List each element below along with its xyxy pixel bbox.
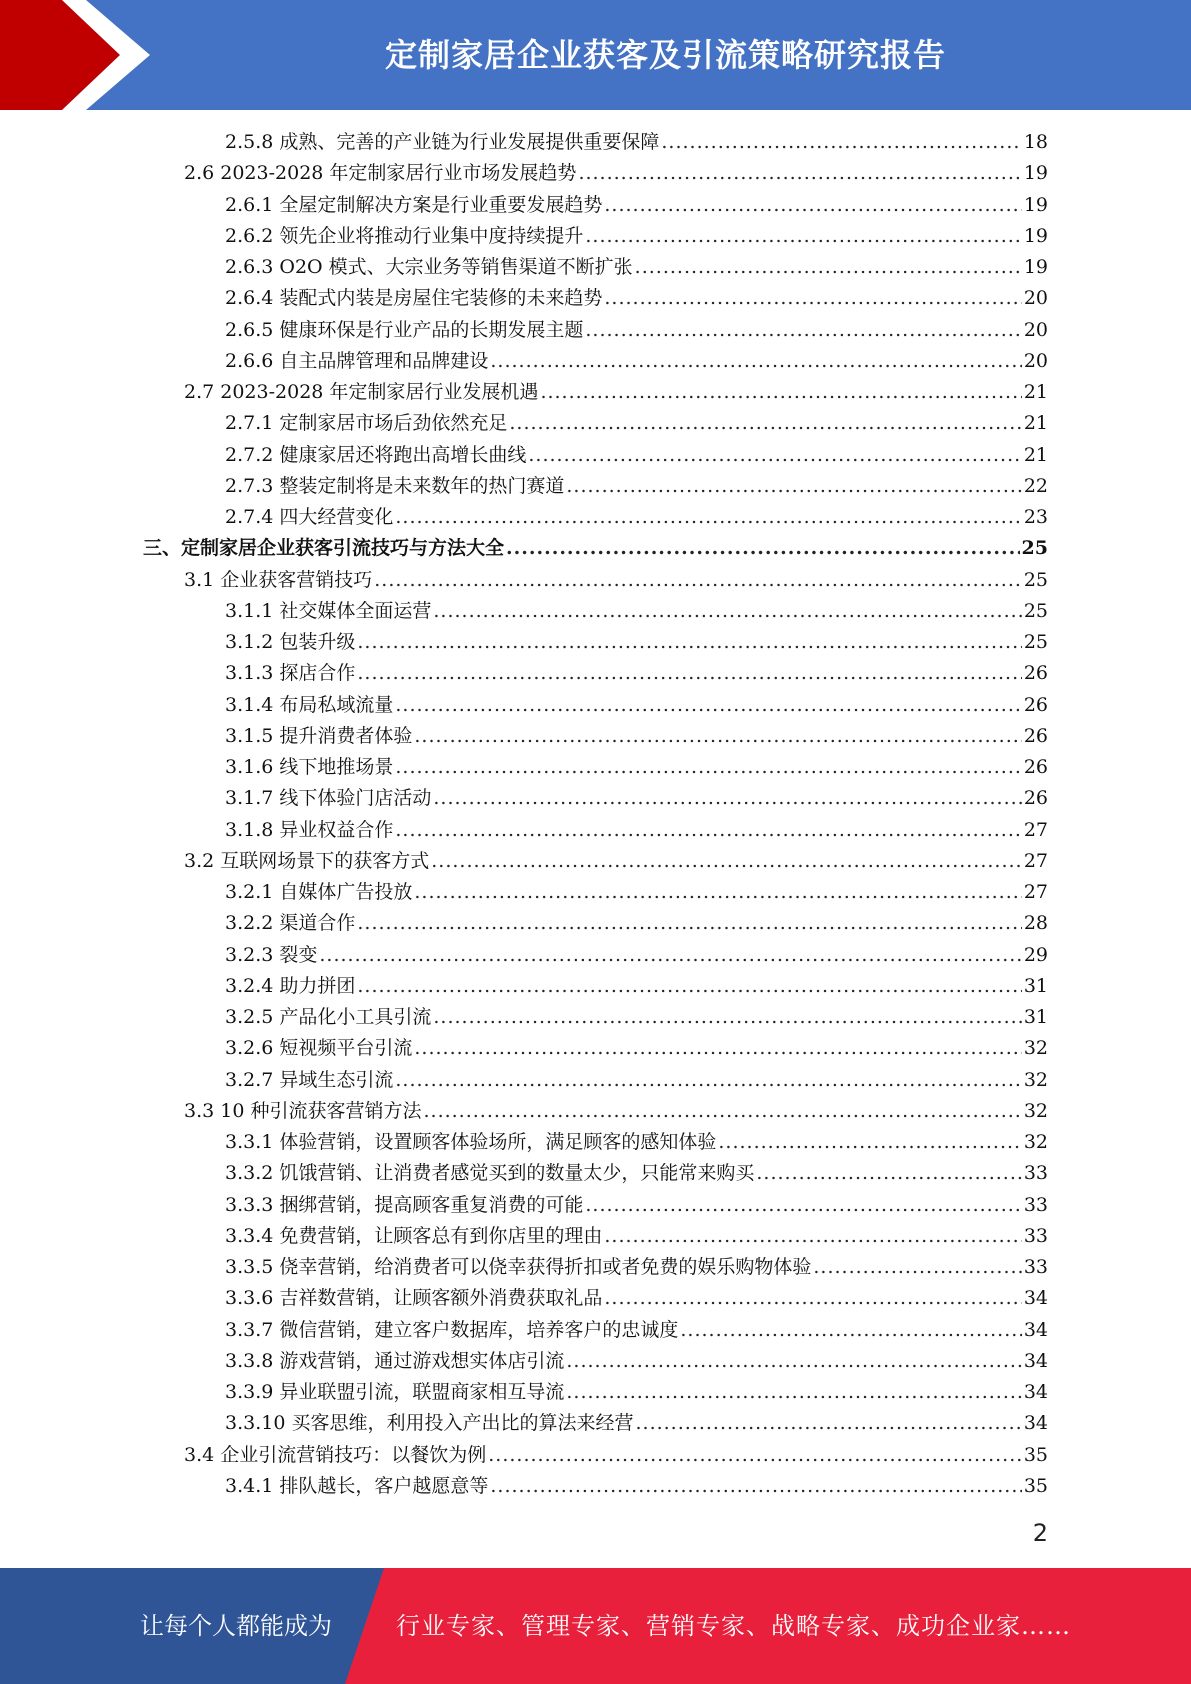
toc-leader-dots — [319, 940, 1021, 971]
toc-entry-title: 3.2.1 自媒体广告投放 — [225, 881, 413, 903]
toc-entry-title: 2.7.2 健康家居还将跑出高增长曲线 — [225, 443, 527, 466]
toc-entry[interactable] — [225, 815, 1048, 846]
toc-entry-page: 25 — [1023, 599, 1048, 622]
toc-entry[interactable] — [225, 1033, 1048, 1064]
toc-entry-title: 2.7 2023-2028 年定制家居行业发展机遇 — [184, 381, 539, 403]
toc-entry[interactable] — [225, 1221, 1048, 1252]
toc-entry-title: 3.3 10 种引流获客营销方法 — [184, 1099, 422, 1122]
toc-entry-page: 32 — [1023, 1068, 1048, 1091]
toc-entry[interactable] — [225, 1471, 1048, 1502]
toc-entry-page: 33 — [1023, 1224, 1048, 1247]
toc-entry-page: 27 — [1023, 818, 1048, 841]
toc-entry-title: 2.6.5 健康环保是行业产品的长期发展主题 — [225, 318, 584, 341]
toc-leader-dots — [395, 815, 1021, 846]
toc-leader-dots — [680, 1315, 1021, 1346]
toc-leader-dots — [414, 721, 1021, 752]
toc-entry[interactable] — [184, 846, 1048, 877]
toc-leader-dots — [718, 1127, 1021, 1158]
toc-leader-dots — [357, 971, 1021, 1002]
toc-entry[interactable] — [225, 408, 1048, 439]
toc-entry-title: 3.3.3 捆绑营销，提高顾客重复消费的可能 — [225, 1193, 584, 1216]
toc-entry-title: 2.6.4 装配式内装是房屋住宅装修的未来趋势 — [225, 287, 603, 310]
toc-entry-page: 20 — [1023, 349, 1048, 372]
report-title: 定制家居企业获客及引流策略研究报告 — [384, 36, 946, 74]
toc-leader-dots — [585, 315, 1021, 346]
toc-entry-page: 31 — [1023, 1006, 1048, 1028]
toc-leader-dots — [374, 565, 1022, 596]
toc-entry-title: 3.4 企业引流营销技巧：以餐饮为例 — [184, 1443, 487, 1466]
toc-entry-page: 31 — [1023, 974, 1048, 997]
toc-entry-title: 2.6.2 领先企业将推动行业集中度持续提升 — [225, 224, 584, 247]
toc-entry-title: 3.1.5 提升消费者体验 — [225, 724, 413, 747]
toc-entry[interactable] — [225, 471, 1048, 502]
toc-leader-dots — [604, 190, 1021, 221]
toc-leader-dots — [635, 252, 1022, 283]
toc-entry-title: 3.3.2 饥饿营销、让消费者感觉买到的数量太少，只能常来购买 — [225, 1162, 755, 1185]
toc-entry-title: 2.7.1 定制家居市场后劲依然充足 — [225, 412, 508, 435]
toc-entry-page: 26 — [1023, 787, 1048, 810]
toc-entry[interactable] — [225, 1190, 1048, 1221]
toc-entry-page: 19 — [1023, 162, 1048, 185]
toc-leader-dots — [414, 1033, 1021, 1064]
toc-entry[interactable] — [184, 1440, 1048, 1471]
toc-entry-page: 20 — [1023, 287, 1048, 310]
toc-entry-page: 21 — [1023, 412, 1048, 435]
toc-entry[interactable] — [225, 127, 1048, 158]
toc-leader-dots — [433, 596, 1021, 627]
toc-entry-title: 3.1 企业获客营销技巧 — [184, 568, 373, 591]
toc-leader-dots — [395, 502, 1021, 533]
toc-entry-page: 34 — [1023, 1287, 1048, 1310]
toc-entry-title: 3.1.1 社交媒体全面运营 — [225, 599, 432, 622]
toc-entry[interactable] — [225, 971, 1048, 1002]
toc-entry-title: 2.6.3 O2O 模式、大宗业务等销售渠道不断扩张 — [225, 256, 633, 278]
toc-entry[interactable] — [225, 252, 1048, 283]
toc-entry[interactable] — [225, 658, 1048, 689]
toc-entry-page: 26 — [1023, 724, 1048, 747]
toc-entry[interactable] — [225, 190, 1048, 221]
toc-entry-page: 32 — [1023, 1131, 1048, 1153]
toc-leader-dots — [566, 1377, 1021, 1408]
toc-leader-dots — [635, 1408, 1021, 1439]
toc-entry-title: 3.3.5 侥幸营销，给消费者可以侥幸获得折扣或者免费的娱乐购物体验 — [225, 1256, 812, 1278]
toc-leader-dots — [433, 1002, 1021, 1033]
toc-entry[interactable] — [184, 158, 1048, 189]
toc-entry-title: 3.2.4 助力拼团 — [225, 974, 356, 997]
toc-entry-title: 3.3.10 买客思维，利用投入产出比的算法来经营 — [225, 1412, 634, 1435]
page-number: 2 — [1032, 1519, 1048, 1547]
toc-leader-dots — [540, 377, 1021, 408]
toc-entry[interactable] — [143, 533, 1048, 564]
toc-entry-page: 33 — [1023, 1162, 1048, 1185]
toc-entry[interactable] — [184, 377, 1048, 408]
toc-entry[interactable] — [225, 221, 1048, 252]
footer-banner — [0, 1568, 1191, 1684]
toc-entry-page: 23 — [1023, 506, 1048, 528]
toc-leader-dots — [506, 533, 1020, 564]
footer-slogan-left: 让每个人都能成为 — [140, 1612, 332, 1640]
toc-entry-title: 3.3.8 游戏营销，通过游戏想实体店引流 — [225, 1349, 565, 1372]
toc-entry[interactable] — [225, 721, 1048, 752]
toc-entry-page: 28 — [1023, 912, 1048, 935]
toc-entry-title: 3.2.5 产品化小工具引流 — [225, 1006, 432, 1028]
toc-entry-title: 2.5.8 成熟、完善的产业链为行业发展提供重要保障 — [225, 131, 660, 153]
toc-entry[interactable] — [225, 877, 1048, 908]
toc-leader-dots — [395, 1065, 1021, 1096]
toc-entry[interactable] — [225, 1127, 1048, 1158]
toc-entry[interactable] — [225, 908, 1048, 939]
toc-entry-title: 3.1.7 线下体验门店活动 — [225, 787, 432, 810]
toc-leader-dots — [395, 690, 1021, 721]
toc-entry[interactable] — [225, 690, 1048, 721]
toc-entry-page: 34 — [1023, 1318, 1048, 1341]
toc-entry[interactable] — [225, 1315, 1048, 1346]
toc-leader-dots — [528, 440, 1021, 471]
toc-entry-page: 20 — [1023, 318, 1048, 341]
toc-leader-dots — [488, 1440, 1022, 1471]
toc-entry-page: 19 — [1023, 256, 1048, 278]
toc-entry-title: 3.1.2 包装升级 — [225, 631, 356, 653]
toc-entry-page: 26 — [1023, 756, 1048, 778]
toc-entry-title: 3.2.6 短视频平台引流 — [225, 1037, 413, 1060]
toc-entry-title: 2.6 2023-2028 年定制家居行业市场发展趋势 — [184, 162, 577, 185]
toc-entry-title: 2.7.3 整装定制将是未来数年的热门赛道 — [225, 474, 565, 497]
toc-entry-page: 35 — [1023, 1474, 1048, 1497]
toc-entry-page: 33 — [1023, 1256, 1048, 1278]
toc-entry[interactable] — [225, 1377, 1048, 1408]
footer-slogan-right: 行业专家、管理专家、营销专家、战略专家、成功企业家…… — [396, 1612, 1071, 1640]
toc-leader-dots — [661, 127, 1021, 158]
toc-entry[interactable] — [225, 1283, 1048, 1314]
toc-leader-dots — [566, 471, 1021, 502]
toc-entry-title: 2.6.6 自主品牌管理和品牌建设 — [225, 349, 489, 372]
toc-entry-page: 33 — [1023, 1193, 1048, 1216]
toc-entry[interactable] — [225, 752, 1048, 783]
toc-entry-page: 19 — [1023, 224, 1048, 247]
toc-entry[interactable] — [225, 440, 1048, 471]
toc-entry[interactable] — [225, 1408, 1048, 1439]
toc-entry-page: 21 — [1023, 443, 1048, 466]
toc-entry[interactable] — [225, 1346, 1048, 1377]
toc-entry-page: 18 — [1023, 131, 1048, 153]
toc-leader-dots — [395, 752, 1021, 783]
toc-leader-dots — [604, 283, 1021, 314]
toc-entry-page: 35 — [1023, 1443, 1048, 1466]
header-banner — [0, 0, 1191, 110]
toc-entry-title: 3.1.3 探店合作 — [225, 662, 356, 685]
toc-entry-title: 3.3.4 免费营销，让顾客总有到你店里的理由 — [225, 1224, 603, 1247]
toc-entry-page: 34 — [1023, 1381, 1048, 1403]
toc-entry-page: 27 — [1023, 849, 1048, 872]
toc-entry-title: 3.1.4 布局私域流量 — [225, 693, 394, 716]
toc-entry[interactable] — [225, 596, 1048, 627]
toc-leader-dots — [357, 627, 1021, 658]
toc-entry[interactable] — [184, 1096, 1048, 1127]
toc-entry-page: 34 — [1023, 1349, 1048, 1372]
toc-leader-dots — [509, 408, 1021, 439]
toc-leader-dots — [431, 846, 1022, 877]
toc-entry[interactable] — [184, 565, 1048, 596]
toc-entry-page: 27 — [1023, 881, 1048, 903]
toc-entry-page: 22 — [1023, 474, 1048, 497]
toc-entry[interactable] — [225, 1252, 1048, 1283]
toc-entry-title: 2.7.4 四大经营变化 — [225, 506, 394, 528]
toc-entry-page: 25 — [1023, 631, 1048, 653]
toc-entry-page: 25 — [1023, 568, 1048, 591]
toc-leader-dots — [433, 783, 1021, 814]
toc-leader-dots — [756, 1158, 1021, 1189]
toc-entry-page: 26 — [1023, 662, 1048, 685]
toc-entry[interactable] — [225, 940, 1048, 971]
toc-entry-title: 3.3.7 微信营销，建立客户数据库，培养客户的忠诚度 — [225, 1318, 679, 1341]
toc-entry-title: 3.4.1 排队越长，客户越愿意等 — [225, 1474, 489, 1497]
toc-entry[interactable] — [225, 1158, 1048, 1189]
toc-entry-title: 3.2.7 异域生态引流 — [225, 1068, 394, 1091]
toc-entry-title: 3.3.1 体验营销，设置顾客体验场所，满足顾客的感知体验 — [225, 1131, 717, 1153]
toc-entry[interactable] — [225, 315, 1048, 346]
toc-entry-page: 26 — [1023, 693, 1048, 716]
toc-entry[interactable] — [225, 502, 1048, 533]
toc-entry-title: 3.1.8 异业权益合作 — [225, 818, 394, 841]
toc-entry-title: 3.2.3 裂变 — [225, 943, 318, 966]
toc-entry-page: 19 — [1023, 193, 1048, 216]
toc-leader-dots — [585, 221, 1021, 252]
toc-entry-page: 25 — [1021, 537, 1048, 560]
toc-entry-page: 29 — [1023, 943, 1048, 966]
toc-entry-page: 32 — [1023, 1037, 1048, 1060]
toc-leader-dots — [423, 1096, 1021, 1127]
toc-entry-title: 3.1.6 线下地推场景 — [225, 756, 394, 778]
toc-leader-dots — [604, 1221, 1021, 1252]
toc-entry-title: 3.3.9 异业联盟引流，联盟商家相互导流 — [225, 1381, 565, 1403]
toc-entry[interactable] — [225, 283, 1048, 314]
toc-entry-title: 3.2.2 渠道合作 — [225, 912, 356, 935]
toc-entry[interactable] — [225, 1065, 1048, 1096]
toc-leader-dots — [490, 1471, 1021, 1502]
toc-entry-title: 2.6.1 全屋定制解决方案是行业重要发展趋势 — [225, 193, 603, 216]
toc-entry-title: 3.3.6 吉祥数营销，让顾客额外消费获取礼品 — [225, 1287, 603, 1310]
toc-leader-dots — [414, 877, 1021, 908]
toc-entry-page: 32 — [1023, 1099, 1048, 1122]
toc-entry[interactable] — [225, 627, 1048, 658]
toc-entry-title: 3.2 互联网场景下的获客方式 — [184, 849, 430, 872]
toc-entry-title: 三、定制家居企业获客引流技巧与方法大全 — [143, 537, 505, 560]
toc-entry[interactable] — [225, 346, 1048, 377]
toc-leader-dots — [604, 1283, 1021, 1314]
toc-entry[interactable] — [225, 1002, 1048, 1033]
toc-entry-page: 34 — [1023, 1412, 1048, 1435]
toc-leader-dots — [490, 346, 1021, 377]
toc-entry[interactable] — [225, 783, 1048, 814]
toc-leader-dots — [585, 1190, 1021, 1221]
toc-leader-dots — [357, 658, 1021, 689]
toc-leader-dots — [578, 158, 1021, 189]
toc-leader-dots — [813, 1252, 1021, 1283]
toc-leader-dots — [566, 1346, 1021, 1377]
toc-entry-page: 21 — [1023, 381, 1048, 403]
toc-leader-dots — [357, 908, 1021, 939]
